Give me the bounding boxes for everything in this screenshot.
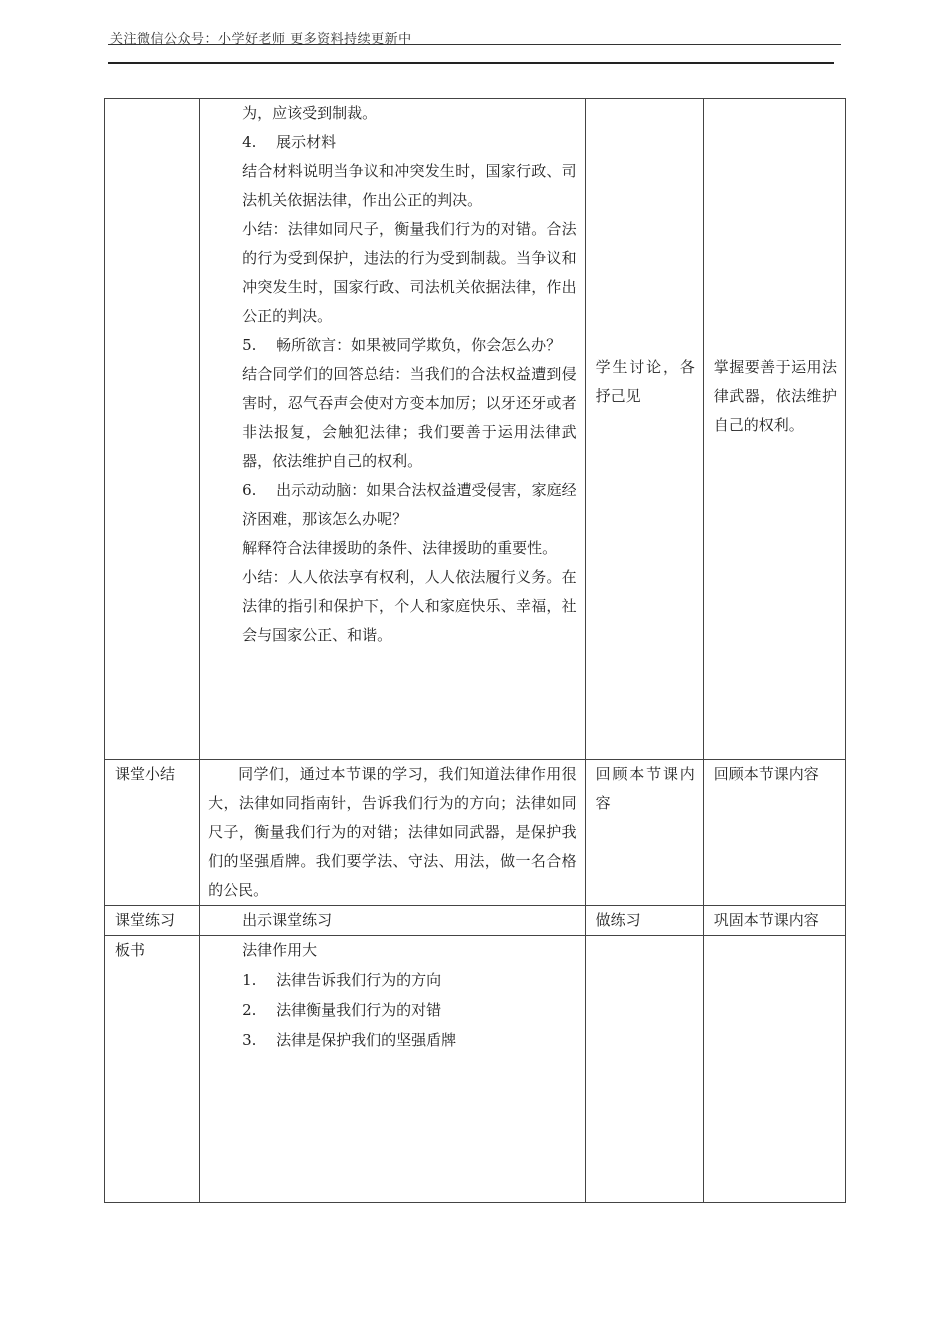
board-item <box>242 1026 577 1055</box>
paragraph: 同学们，通过本节课的学习，我们知道法律作用很大，法律如同指南针，告诉我们行为的方向；法律如同尺子，衡量我们行为的对错；法律如同武器，是保护我们的坚强盾牌。我们要学法、守法、用法，做一名合格的公民。 <box>208 765 577 899</box>
cell-process-student: 学生讨论，各抒己见 <box>585 99 703 760</box>
table-row-process <box>105 99 846 760</box>
board-title: 法律作用大 <box>242 941 318 959</box>
lesson-plan-table <box>104 98 846 1203</box>
numbered-item <box>242 476 577 534</box>
paragraph: 小结：人人依法享有权利，人人依法履行义务。在法律的指引和保护下，个人和家庭快乐、幸福，社会与国家公正、和谐。 <box>242 568 577 644</box>
table-row-practice <box>105 906 846 936</box>
cell-practice-intent: 巩固本节课内容 <box>703 906 845 936</box>
item-text: 展示材料 <box>276 133 337 151</box>
board-item <box>242 996 577 1025</box>
cell-practice-student: 做练习 <box>585 906 703 936</box>
cell-process-label <box>105 99 200 760</box>
cell-board-student <box>585 936 703 1203</box>
cell-summary-student: 回顾本节课内容 <box>585 760 703 906</box>
cell-summary-label: 课堂小结 <box>105 760 200 906</box>
paragraph: 解释符合法律援助的条件、法律援助的重要性。 <box>242 539 558 557</box>
cell-summary-content <box>200 760 586 906</box>
cell-board-content <box>200 936 586 1203</box>
cell-practice-content: 出示课堂练习 <box>200 906 586 936</box>
paragraph: 结合同学们的回答总结：当我们的合法权益遭到侵害时，忍气吞声会使对方变本加厉；以牙还牙或者非法报复，会触犯法律；我们要善于运用法律武器，依法维护自己的权利。 <box>242 365 577 470</box>
item-number: 4. <box>242 133 257 151</box>
cell-process-intent: 掌握要善于运用法律武器，依法维护自己的权利。 <box>703 99 845 760</box>
item-number: 5. <box>242 336 257 354</box>
paragraph: 为，应该受到制裁。 <box>242 104 378 122</box>
cell-practice-label: 课堂练习 <box>105 906 200 936</box>
item-number: 1. <box>242 971 257 989</box>
item-number: 3. <box>242 1031 257 1049</box>
cell-process-content <box>200 99 586 760</box>
item-text: 法律告诉我们行为的方向 <box>276 971 442 989</box>
board-item <box>242 966 577 995</box>
header-rule-thick <box>108 62 834 64</box>
page-header-text: 关注微信公众号：小学好老师 更多资料持续更新中 <box>110 32 412 47</box>
cell-board-intent <box>703 936 845 1203</box>
item-text: 法律是保护我们的坚强盾牌 <box>276 1031 457 1049</box>
paragraph: 结合材料说明当争议和冲突发生时，国家行政、司法机关依据法律，作出公正的判决。 <box>242 162 577 209</box>
item-number: 2. <box>242 1001 257 1019</box>
table-row-board <box>105 936 846 1203</box>
header-rule-thin <box>108 44 841 45</box>
table-row-summary <box>105 760 846 906</box>
numbered-item <box>242 331 577 360</box>
cell-board-label: 板书 <box>105 936 200 1203</box>
item-text: 法律衡量我们行为的对错 <box>276 1001 442 1019</box>
numbered-item <box>242 128 577 157</box>
cell-summary-intent: 回顾本节课内容 <box>703 760 845 906</box>
item-text: 畅所欲言：如果被同学欺负，你会怎么办？ <box>276 336 562 354</box>
item-text: 出示动动脑：如果合法权益遭受侵害，家庭经济困难，那该怎么办呢？ <box>242 481 577 528</box>
item-number: 6. <box>242 481 257 499</box>
paragraph: 小结：法律如同尺子，衡量我们行为的对错。合法的行为受到保护，违法的行为受到制裁。当争议和冲突发生时，国家行政、司法机关依据法律，作出公正的判决。 <box>242 220 577 325</box>
